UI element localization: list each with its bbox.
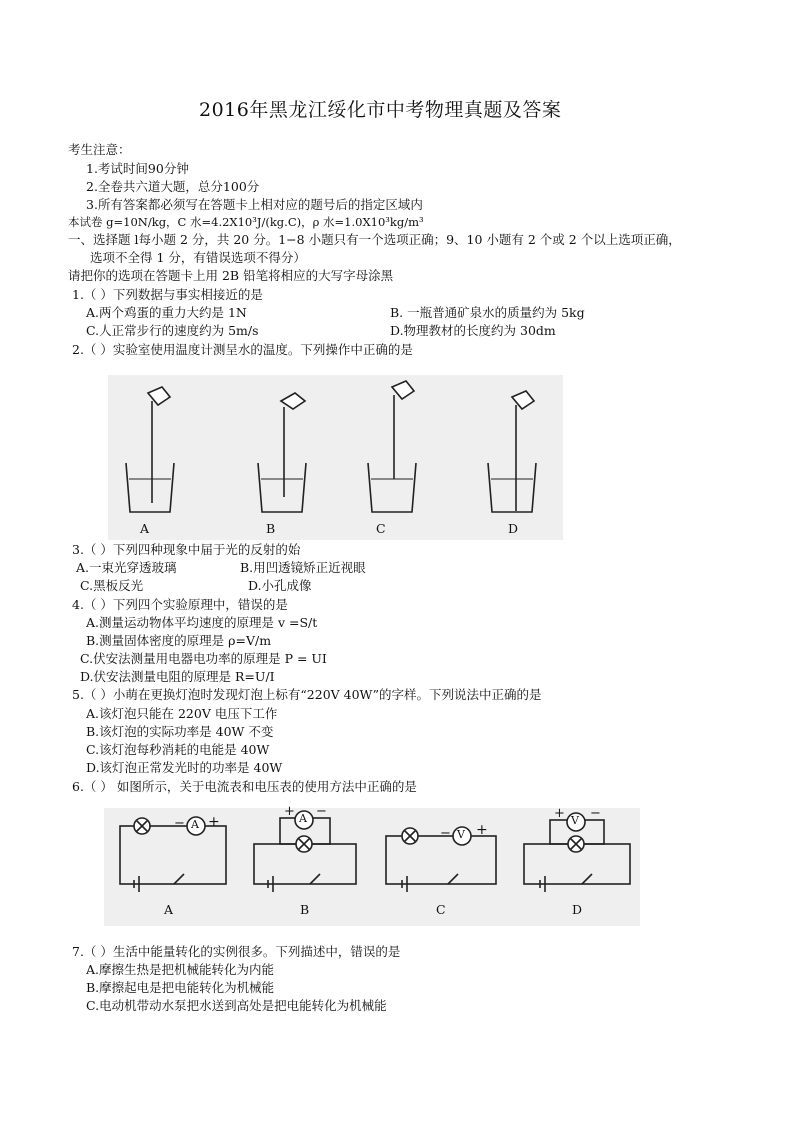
plus-sign-d: +: [554, 806, 565, 821]
thermometer-diagram: [108, 375, 563, 540]
notice-heading: 考生注意：: [68, 142, 131, 157]
question-1-option-b: B. 一瓶普通矿泉水的质量约为 5kg: [390, 305, 585, 320]
section-instruction: 请把你的选项在答题卡上用 2B 铅笔将相应的大写字母涂黑: [68, 268, 394, 283]
figure-label-d: D: [508, 521, 519, 536]
question-4-option-c: C.伏安法测量用电器电功率的原理是 P = UI: [80, 651, 327, 666]
thermometer-figure: [108, 375, 563, 540]
question-7-stem: 7.（ ）生活中能量转化的实例很多。下列描述中，错误的是: [72, 944, 401, 959]
circuit-label-c: C: [436, 902, 446, 917]
notice-item-3: 3.所有答案都必须写在答题卡上相对应的题号后的指定区域内: [86, 197, 423, 212]
section-heading-continued: 选项不全得 1 分，有错误选项不得分）: [90, 250, 306, 265]
question-1-option-a: A.两个鸡蛋的重力大约是 1N: [86, 305, 247, 320]
circuit-label-a: A: [164, 902, 174, 917]
question-4-stem: 4.（ ）下列四个实验原理中，错误的是: [72, 597, 288, 612]
circuit-label-b: B: [300, 902, 310, 917]
question-7-option-a: A.摩擦生热是把机械能转化为内能: [86, 962, 275, 977]
question-4-option-a: A.测量运动物体平均速度的原理是 v =S/t: [86, 615, 318, 630]
voltmeter-symbol-d: V: [571, 814, 579, 827]
plus-sign-c: +: [476, 822, 488, 838]
question-2-stem: 2.（ ）实验室使用温度计测呈水的温度。下列操作中正确的是: [72, 342, 413, 357]
circuit-figure: [104, 804, 640, 926]
minus-sign-c: −: [440, 826, 451, 841]
minus-sign-d: −: [590, 806, 601, 821]
question-1-option-c: C.人正常步行的速度约为 5m/s: [86, 323, 259, 338]
notice-item-1: 1.考试时间90分钟: [86, 161, 189, 176]
figure-label-a: A: [140, 521, 150, 536]
question-3-option-a: A.一束光穿透玻璃: [76, 560, 177, 575]
question-7-option-b: B.摩擦起电是把电能转化为机械能: [86, 980, 275, 995]
question-3-option-d: D.小孔成像: [248, 578, 312, 593]
ammeter-symbol-a: A: [191, 818, 199, 831]
question-4-option-b: B.测量固体密度的原理是 ρ=V/m: [86, 633, 272, 648]
question-3-option-c: C.黑板反光: [80, 578, 144, 593]
question-3-option-b: B.用凹透镜矫正近视眼: [240, 560, 366, 575]
ammeter-symbol-b: A: [299, 812, 307, 825]
plus-sign-a: +: [208, 814, 220, 830]
question-7-option-c: C.电动机带动水泵把水送到高处是把电能转化为机械能: [86, 998, 387, 1013]
question-5-stem: 5.（ ）小萌在更换灯泡时发现灯泡上标有“220V 40W”的字样。下列说法中正确的是: [72, 687, 542, 702]
question-1-option-d: D.物理教材的长度约为 30dm: [390, 323, 556, 338]
question-3-stem: 3.（ ）下列四种现象中届于光的反射的始: [72, 542, 301, 557]
figure-label-c: C: [376, 521, 386, 536]
page-title: 2016年黑龙江绥化市中考物理真题及答案: [199, 99, 562, 121]
question-5-option-a: A.该灯泡只能在 220V 电压下工作: [86, 706, 278, 721]
question-6-stem: 6.（ ） 如图所示，关于电流表和电压表的使用方法中正确的是: [72, 779, 417, 794]
circuit-label-d: D: [572, 902, 583, 917]
constants-line: 本试卷 g=10N/kg，C 水=4.2X10³J/(kg.C)，ρ 水=1.0X10³kg/m³: [68, 215, 424, 229]
question-4-option-d: D.伏安法测量电阻的原理是 R=U/I: [80, 669, 275, 684]
voltmeter-symbol-c: V: [457, 828, 465, 841]
question-5-option-c: C.该灯泡每秒消耗的电能是 40W: [86, 742, 270, 757]
figure-label-b: B: [266, 521, 276, 536]
notice-item-2: 2.全卷共六道大题，总分100分: [86, 179, 260, 194]
question-5-option-b: B.该灯泡的实际功率是 40W 不变: [86, 724, 274, 739]
question-5-option-d: D.该灯泡正常发光时的功率是 40W: [86, 760, 283, 775]
plus-sign-b: +: [284, 804, 295, 819]
question-1-stem: 1.（ ）下列数据与事实相接近的是: [72, 287, 263, 302]
minus-sign-b: −: [316, 804, 327, 819]
minus-sign-a: −: [174, 816, 185, 831]
section-heading: 一、选择题 l每小题 2 分，共 20 分。1−8 小题只有一个选项正确；9、10 小题有 2 个或 2 个以上选项正确，: [68, 232, 681, 247]
